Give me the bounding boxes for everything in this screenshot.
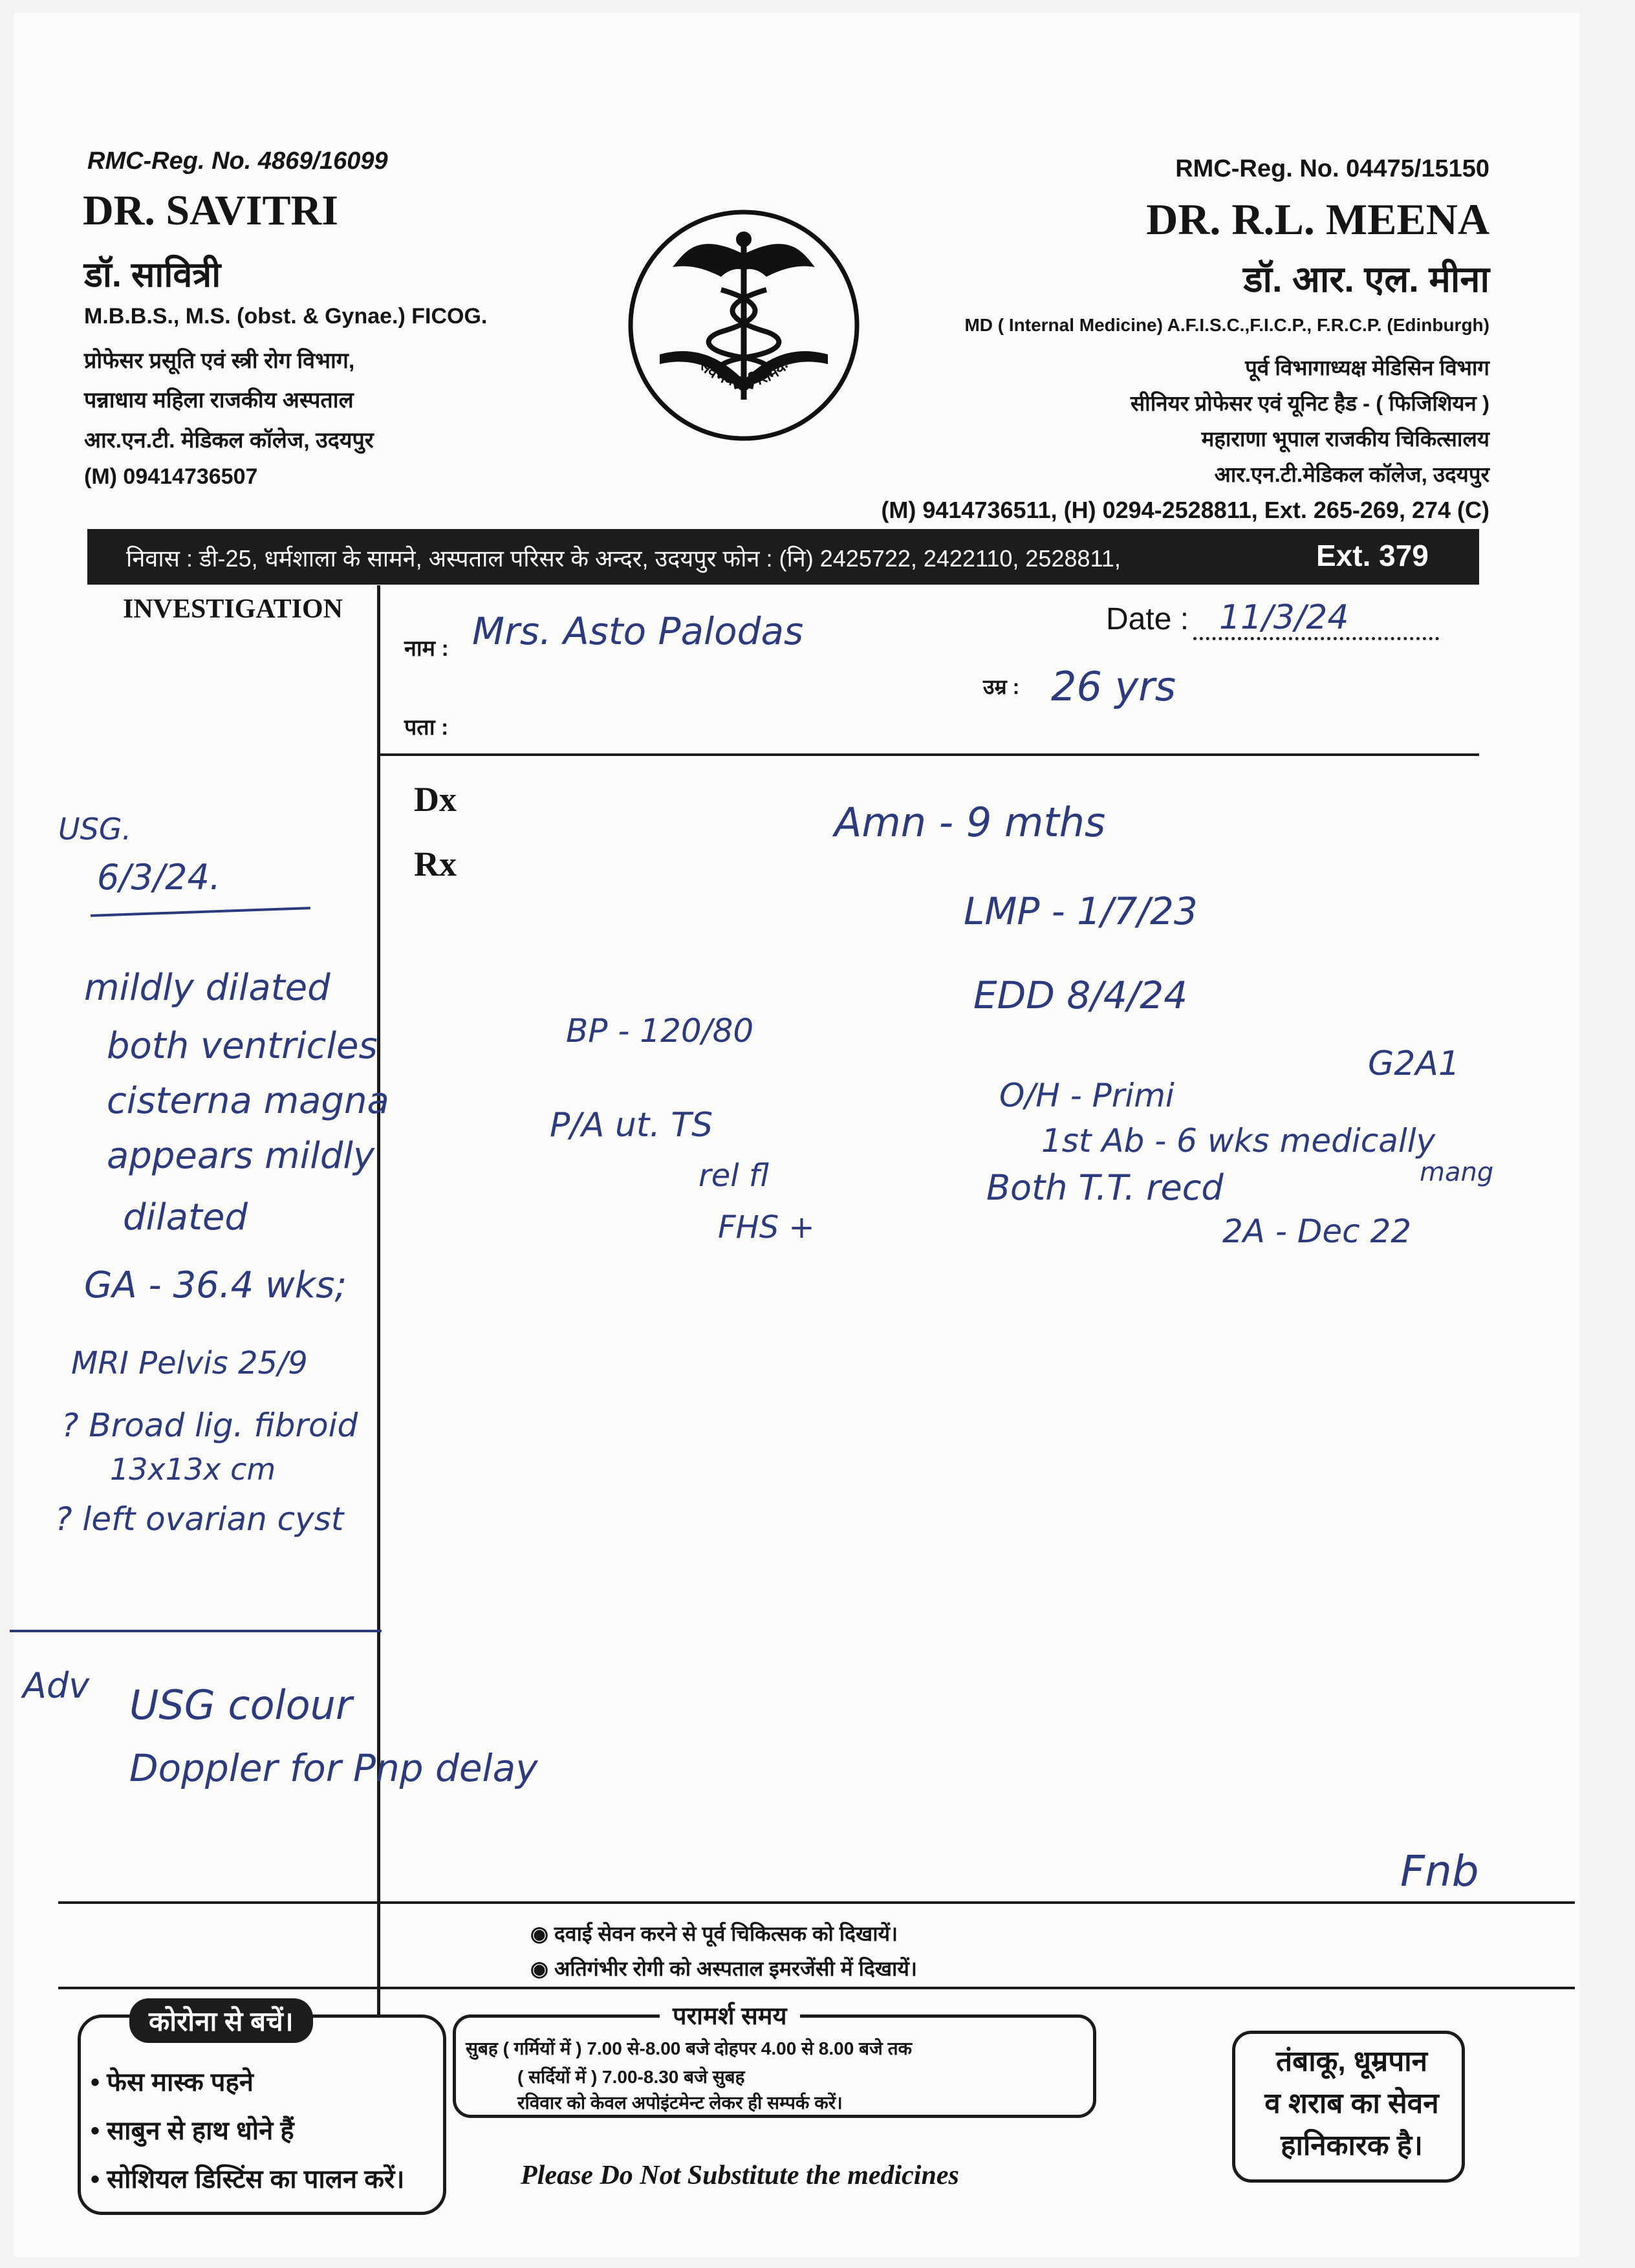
left-doctor-line1: प्रोफेसर प्रसूति एवं स्त्री रोग विभाग, bbox=[84, 349, 355, 373]
bullet-icon: • bbox=[91, 2068, 107, 2097]
hw-main-line-3: EDD 8/4/24 bbox=[973, 973, 1188, 1017]
age-label: उम्र : bbox=[983, 675, 1020, 698]
hw-main-line-8: Both T.T. recd bbox=[986, 1167, 1224, 1208]
hw-investigation-line-3: mildly dilated bbox=[84, 967, 330, 1009]
residence-ext: Ext. 379 bbox=[1316, 539, 1429, 572]
consult-title: परामर्श समय bbox=[660, 1998, 800, 2032]
caduceus-icon bbox=[624, 206, 863, 445]
residence-text: निवास : डी-25, धर्मशाला के सामने, अस्पताल परिसर के अन्दर, उदयपुर फोन : (नि) 2425722, 2422110, 2528811, bbox=[126, 545, 1121, 572]
right-doctor-name-hindi: डॉ. आर. एल. मीना bbox=[1243, 259, 1489, 299]
residence-bar bbox=[87, 529, 1479, 585]
right-doctor-line1: पूर्व विभागाध्यक्ष मेडिसिन विभाग bbox=[1245, 356, 1489, 380]
corona-item-3: • सोशियल डिस्टिंस का पालन करें। bbox=[91, 2165, 405, 2194]
hw-investigation-line-8: GA - 36.4 wks; bbox=[84, 1264, 347, 1306]
caduceus-logo bbox=[624, 206, 863, 445]
hw-investigation-line-9: MRI Pelvis 25/9 bbox=[71, 1345, 308, 1381]
hw-age: 26 yrs bbox=[1051, 663, 1176, 710]
date-label: Date : bbox=[1106, 602, 1189, 636]
name-label: नाम : bbox=[404, 636, 449, 661]
hw-investigation-line-4: both ventricles bbox=[107, 1025, 378, 1067]
hw-investigation-line-5: cisterna magna bbox=[107, 1080, 389, 1122]
footer-separator-line-2 bbox=[58, 1987, 1575, 1989]
right-doctor-line4: आर.एन.टी.मेडिकल कॉलेज, उदयपुर bbox=[1214, 462, 1489, 486]
right-doctor-line2: सीनियर प्रोफेसर एवं यूनिट हैड - ( फिजिशियन ) bbox=[1130, 391, 1489, 415]
header-separator-line bbox=[380, 753, 1479, 756]
tobacco-line-2: व शराब का सेवन bbox=[1264, 2088, 1439, 2119]
investigation-label: INVESTIGATION bbox=[123, 594, 343, 624]
bullet-icon: • bbox=[91, 2165, 107, 2194]
bullet-icon: ◉ bbox=[530, 1922, 554, 1945]
hw-main-line-5: O/H - Primi bbox=[999, 1077, 1175, 1114]
right-doctor-phones: (M) 9414736511, (H) 0294-2528811, Ext. 265-269, 274 (C) bbox=[881, 497, 1489, 523]
column-divider bbox=[377, 585, 380, 2154]
hw-main-line-2: LMP - 1/7/23 bbox=[964, 889, 1198, 933]
corona-title: कोरोना से बचें। bbox=[129, 1998, 313, 2043]
hw-date: 11/3/24 bbox=[1219, 598, 1349, 637]
consult-line-2: ( सर्दियों में ) 7.00-8.30 बजे सुबह bbox=[517, 2067, 745, 2087]
hw-adv: Adv bbox=[23, 1665, 90, 1706]
left-doctor-line2: पन्नाधाय महिला राजकीय अस्पताल bbox=[84, 388, 354, 413]
right-doctor-name: DR. R.L. MEENA bbox=[1146, 195, 1489, 244]
hw-divider-line bbox=[10, 1630, 382, 1632]
hw-pa-line-2: rel fl bbox=[698, 1158, 769, 1194]
hw-pa-line-1: P/A ut. TS bbox=[550, 1106, 713, 1145]
corona-item-1: • फेस मास्क पहने bbox=[91, 2068, 254, 2097]
address-label: पता : bbox=[404, 715, 449, 740]
hw-main-line-4: G2A1 bbox=[1368, 1044, 1460, 1083]
left-doctor-line3: आर.एन.टी. मेडिकल कॉलेज, उदयपुर bbox=[84, 428, 374, 453]
left-doctor-degree: M.B.B.S., M.S. (obst. & Gynae.) FICOG. bbox=[84, 304, 488, 329]
right-doctor-line3: महाराणा भूपाल राजकीय चिकित्सालय bbox=[1201, 427, 1489, 451]
hw-investigation-line-1: USG. bbox=[58, 812, 132, 847]
hw-investigation-line-10: ? Broad lig. fibroid bbox=[61, 1407, 358, 1444]
hw-main-line-9: 2A - Dec 22 bbox=[1222, 1213, 1412, 1250]
rx-symbol: Rx bbox=[414, 845, 457, 883]
bullet-icon: • bbox=[91, 2117, 107, 2145]
footer-note-2: ◉ अतिगंभीर रोगी को अस्पताल इमरजेंसी में दिखायें। bbox=[530, 1957, 918, 1980]
hw-investigation-line-12: ? left ovarian cyst bbox=[55, 1500, 344, 1538]
left-doctor-reg: RMC-Reg. No. 4869/16099 bbox=[87, 147, 388, 175]
hw-investigation-line-6: appears mildly bbox=[107, 1135, 375, 1177]
hw-main-line-7: mang bbox=[1420, 1158, 1494, 1187]
hw-patient-name: Mrs. Asto Palodas bbox=[472, 609, 804, 653]
hw-signature: Fnb bbox=[1400, 1846, 1479, 1896]
hw-investigation-line-7: dilated bbox=[123, 1196, 248, 1238]
right-doctor-reg: RMC-Reg. No. 04475/15150 bbox=[1175, 155, 1489, 182]
footer-note-1: ◉ दवाई सेवन करने से पूर्व चिकित्सक को दिखायें। bbox=[530, 1922, 898, 1945]
consult-line-3: रविवार को केवल अपोइंटमेन्ट लेकर ही सम्पर्क करें। bbox=[517, 2093, 843, 2113]
dx-symbol: Dx bbox=[414, 780, 457, 819]
bullet-icon: ◉ bbox=[530, 1957, 554, 1980]
hw-advice-line-1: USG colour bbox=[129, 1681, 352, 1729]
hw-investigation-line-11: 13x13x cm bbox=[110, 1452, 276, 1487]
hw-main-line-1: Amn - 9 mths bbox=[834, 799, 1106, 846]
substitute-note: Please Do Not Substitute the medicines bbox=[521, 2161, 959, 2190]
hw-main-line-6: 1st Ab - 6 wks medically bbox=[1041, 1122, 1436, 1160]
hw-investigation-line-2: 6/3/24. bbox=[97, 857, 221, 898]
logo-motto: सर्वेभवन्तु निरामयः bbox=[696, 356, 792, 391]
tobacco-line-3: हानिकारक है। bbox=[1281, 2130, 1423, 2161]
corona-item-2: • साबुन से हाथ धोने हैं bbox=[91, 2117, 294, 2145]
tobacco-line-1: तंबाकू, धूम्रपान bbox=[1275, 2046, 1428, 2077]
left-doctor-name-hindi: डॉ. सावित्री bbox=[84, 255, 221, 294]
hw-advice-line-2: Doppler for Pnp delay bbox=[129, 1746, 538, 1790]
left-doctor-mobile: (M) 09414736507 bbox=[84, 464, 258, 489]
hw-pa-line-3: FHS + bbox=[718, 1209, 815, 1246]
footer-separator-line bbox=[58, 1901, 1575, 1904]
consult-line-1: सुबह ( गर्मियों में ) 7.00 से-8.00 बजे दोहपर 4.00 से 8.00 बजे तक bbox=[466, 2038, 913, 2058]
right-doctor-degree: MD ( Internal Medicine) A.F.I.S.C.,F.I.C.P., F.R.C.P. (Edinburgh) bbox=[964, 315, 1489, 335]
hw-bp: BP - 120/80 bbox=[566, 1012, 754, 1050]
left-doctor-name: DR. SAVITRI bbox=[83, 187, 338, 234]
